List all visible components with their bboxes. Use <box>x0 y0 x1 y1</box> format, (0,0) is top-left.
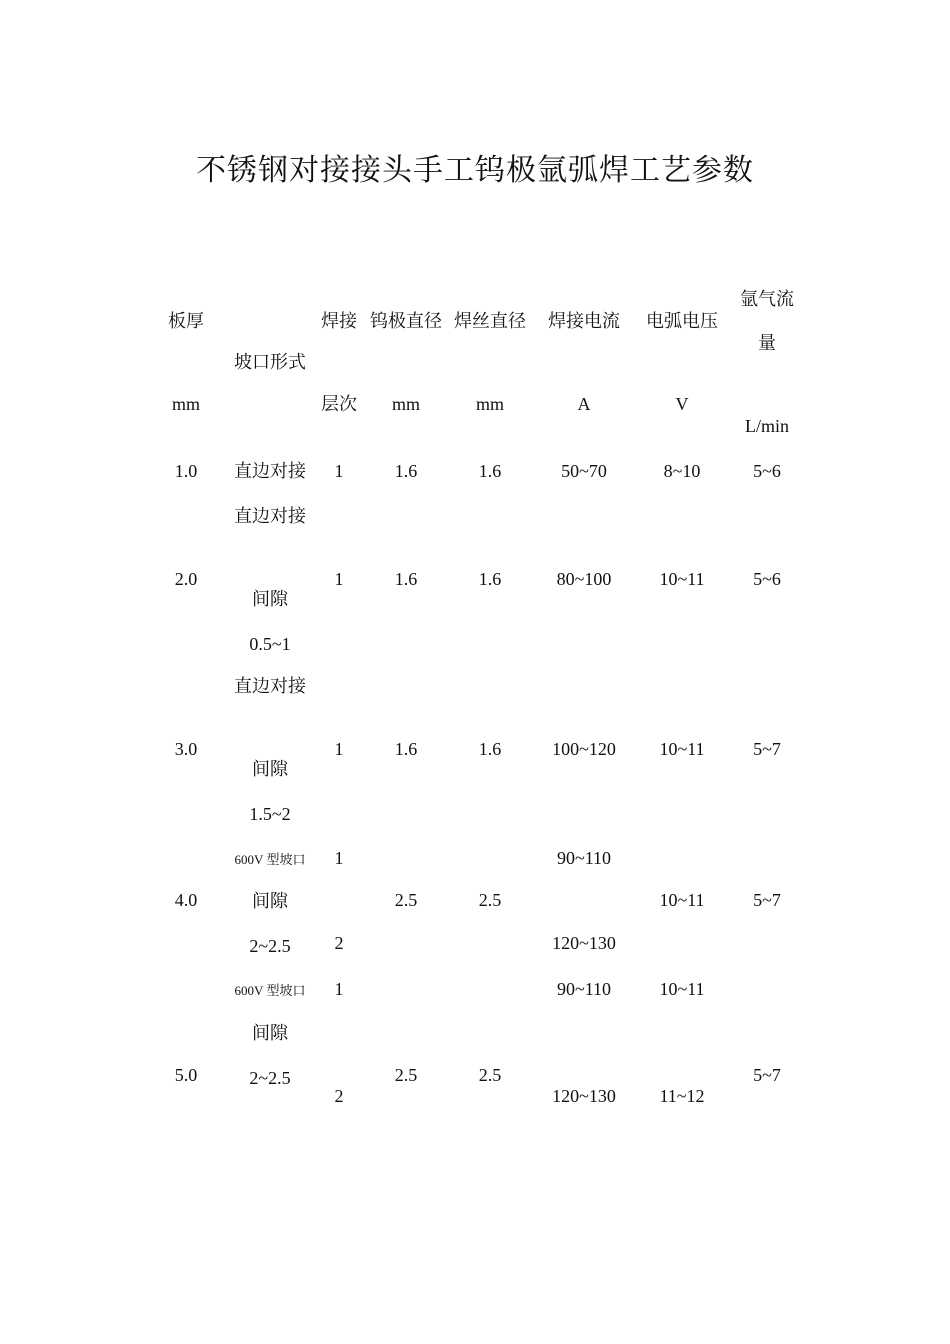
header-voltage-unit: V <box>675 394 689 414</box>
header-argon: 氩气流 <box>740 289 794 309</box>
header-layer-2: 层次 <box>321 394 357 414</box>
row1-groove: 直边对接 <box>234 461 306 481</box>
row3-thickness: 3.0 <box>174 739 198 759</box>
row4-gap-value: 2~2.5 <box>249 936 291 956</box>
document-title: 不锈钢对接接头手工钨极氩弧焊工艺参数 <box>196 154 754 187</box>
row4-groove: 600V 型坡口 <box>234 852 306 867</box>
row3-current: 100~120 <box>552 739 616 759</box>
header-wire-unit: mm <box>475 394 505 414</box>
row4-voltage: 10~11 <box>659 890 705 910</box>
header-groove: 坡口形式 <box>234 352 306 372</box>
header-argon-2: 量 <box>758 333 776 353</box>
header-tungsten: 钨极直径 <box>370 311 442 331</box>
row2-gap-value: 0.5~1 <box>249 634 291 654</box>
row2-gap-label: 间隙 <box>252 589 288 609</box>
row2-thickness: 2.0 <box>174 569 198 589</box>
row1-argon: 5~6 <box>753 461 781 481</box>
row4-current-2: 120~130 <box>552 933 616 953</box>
row4-layer-2: 2 <box>334 933 344 953</box>
row5-voltage-1: 10~11 <box>659 979 705 999</box>
header-tungsten-unit: mm <box>391 394 421 414</box>
row5-current-2: 120~130 <box>552 1086 616 1106</box>
row1-current: 50~70 <box>561 461 607 481</box>
header-current-unit: A <box>577 394 591 414</box>
row4-gap-label: 间隙 <box>252 891 288 911</box>
row1-thickness: 1.0 <box>174 461 198 481</box>
header-wire: 焊丝直径 <box>454 311 526 331</box>
row5-gap-label: 间隙 <box>252 1023 288 1043</box>
row5-layer-2: 2 <box>334 1086 344 1106</box>
row3-gap-label: 间隙 <box>252 759 288 779</box>
row1-voltage: 8~10 <box>663 461 701 481</box>
header-current: 焊接电流 <box>548 311 620 331</box>
row5-gap-value: 2~2.5 <box>249 1068 291 1088</box>
row2-groove: 直边对接 <box>234 506 306 526</box>
row4-wire: 2.5 <box>478 890 502 910</box>
row3-voltage: 10~11 <box>659 739 705 759</box>
row2-argon: 5~6 <box>753 569 781 589</box>
row5-voltage-2: 11~12 <box>659 1086 705 1106</box>
header-argon-unit: L/min <box>745 416 789 436</box>
row3-groove: 直边对接 <box>234 676 306 696</box>
row2-current: 80~100 <box>556 569 612 589</box>
row1-tungsten: 1.6 <box>394 461 418 481</box>
row5-argon: 5~7 <box>753 1065 781 1085</box>
row5-current-1: 90~110 <box>556 979 612 999</box>
row5-layer-1: 1 <box>334 979 344 999</box>
header-thickness-unit: mm <box>171 394 201 414</box>
row2-voltage: 10~11 <box>659 569 705 589</box>
row4-thickness: 4.0 <box>174 890 198 910</box>
row3-argon: 5~7 <box>753 739 781 759</box>
row5-wire: 2.5 <box>478 1065 502 1085</box>
header-layer: 焊接 <box>321 311 357 331</box>
row5-thickness: 5.0 <box>174 1065 198 1085</box>
row4-argon: 5~7 <box>753 890 781 910</box>
row5-groove: 600V 型坡口 <box>234 983 306 998</box>
header-voltage: 电弧电压 <box>646 311 718 331</box>
row3-wire: 1.6 <box>478 739 502 759</box>
row3-gap-value: 1.5~2 <box>249 804 291 824</box>
row4-layer-1: 1 <box>334 848 344 868</box>
row1-wire: 1.6 <box>478 461 502 481</box>
row5-tungsten: 2.5 <box>394 1065 418 1085</box>
row4-tungsten: 2.5 <box>394 890 418 910</box>
row2-wire: 1.6 <box>478 569 502 589</box>
header-thickness: 板厚 <box>168 311 204 331</box>
row2-layer: 1 <box>334 569 344 589</box>
row4-current-1: 90~110 <box>556 848 612 868</box>
row3-layer: 1 <box>334 739 344 759</box>
row2-tungsten: 1.6 <box>394 569 418 589</box>
row3-tungsten: 1.6 <box>394 739 418 759</box>
row1-layer: 1 <box>334 461 344 481</box>
